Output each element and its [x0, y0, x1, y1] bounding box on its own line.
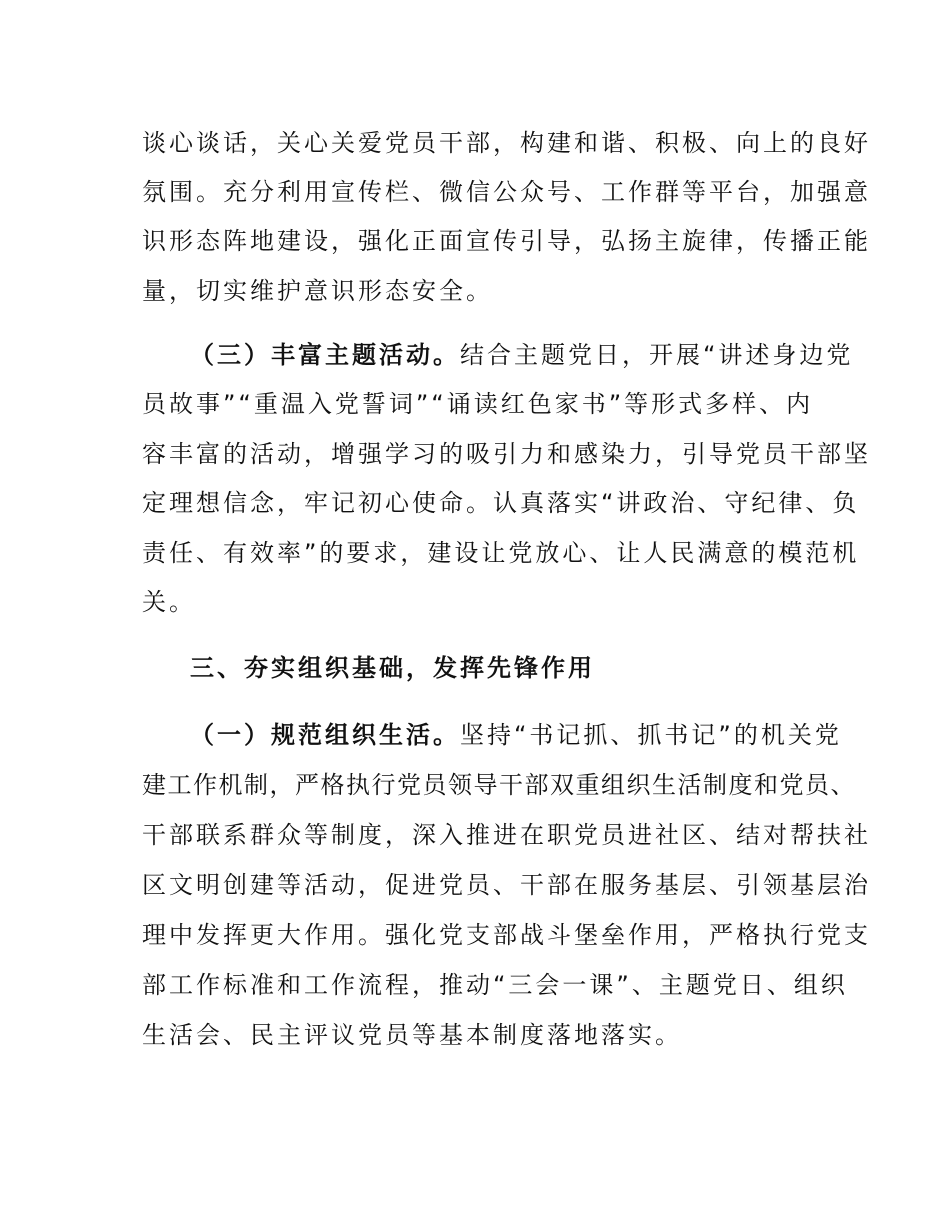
- paragraph-3-line-1: [190, 720, 842, 750]
- paragraph-3-line-7: 生活会、民主评议党员等基本制度落地落实。: [142, 1021, 682, 1049]
- subsection-title-enrich-activities: （三）丰富主题活动。: [190, 341, 460, 369]
- paragraph-1-line-4: 量，切实维护意识形态安全。: [142, 277, 493, 305]
- paragraph-2-line-5: 责任、有效率”的要求，建设让党放心、让人民满意的模范机: [142, 539, 860, 567]
- section-heading: 三、夯实组织基础，发挥先锋作用: [190, 654, 595, 682]
- paragraph-2-line-2: 员故事”“重温入党誓词”“诵读红色家书”等形式多样、内: [142, 390, 814, 418]
- paragraph-1-line-1: 谈心谈话，关心关爱党员干部，构建和谐、积极、向上的良好: [142, 129, 871, 157]
- subsection-title-standardize-organization-life: （一）规范组织生活。: [190, 721, 460, 749]
- paragraph-3-line-2: 建工作机制，严格执行党员领导干部双重组织生活制度和党员、: [142, 771, 856, 799]
- paragraph-3-line-4: 区文明创建等活动，促进党员、干部在服务基层、引领基层治: [142, 871, 871, 899]
- paragraph-2-line-3: 容丰富的活动，增强学习的吸引力和感染力，引导党员干部坚: [142, 440, 871, 468]
- paragraph-3-line-5: 理中发挥更大作用。强化党支部战斗堡垒作用，严格执行党支: [142, 921, 871, 949]
- paragraph-2-line-6: 关。: [142, 588, 196, 616]
- paragraph-2-line-1: [190, 340, 853, 370]
- paragraph-3-line-3: 干部联系群众等制度，深入推进在职党员进社区、结对帮扶社: [142, 821, 871, 849]
- paragraph-3-line-6: 部工作标准和工作流程，推动“三会一课”、主题党日、组织: [142, 971, 848, 999]
- paragraph-1-line-2: 氛围。充分利用宣传栏、微信公众号、工作群等平台，加强意: [142, 178, 871, 206]
- paragraph-1-line-3: 识形态阵地建设，强化正面宣传引导，弘扬主旋律，传播正能: [142, 227, 871, 255]
- paragraph-2-line-4: 定理想信念，牢记初心使命。认真落实“讲政治、守纪律、负: [142, 489, 860, 517]
- paragraph-3-line-1-rest: 坚持“书记抓、抓书记”的机关党: [460, 721, 842, 749]
- paragraph-2-line-1-rest: 结合主题党日，开展“讲述身边党: [460, 341, 854, 369]
